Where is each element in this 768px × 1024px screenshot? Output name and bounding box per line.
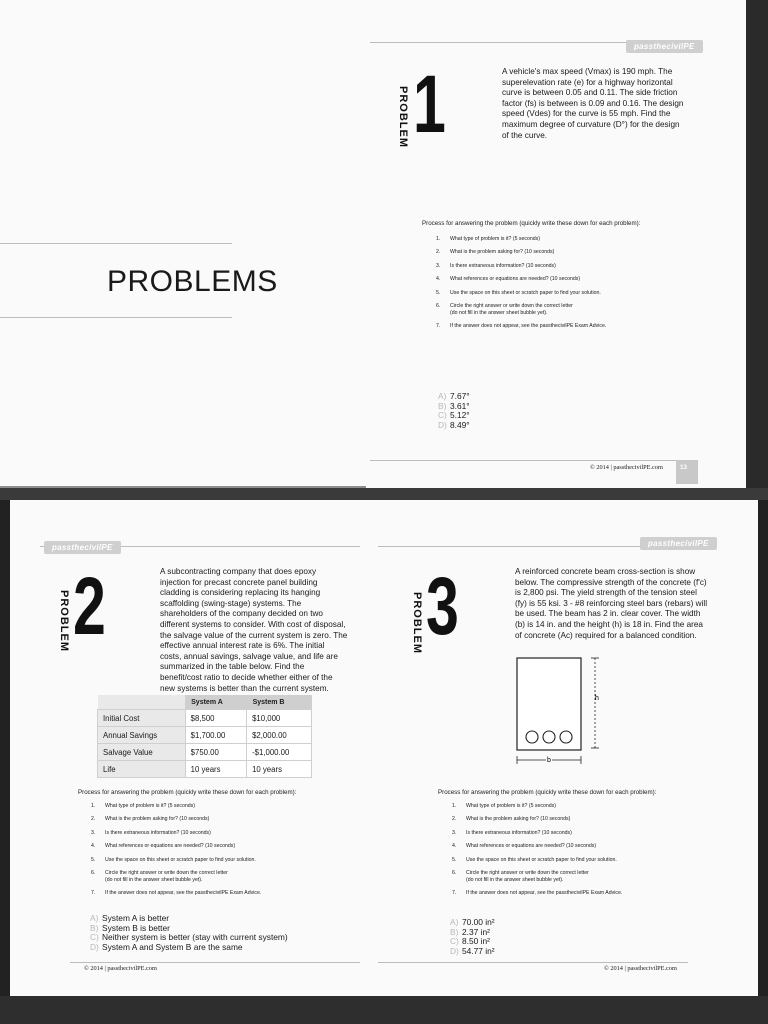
problem-label: PROBLEM: [411, 592, 423, 654]
process-step: 6. Circle the right answer or write down the correct letter (do not fill in the answer sheet bubble yet).: [452, 869, 589, 883]
right-edge-shadow: [758, 500, 768, 1024]
process-steps: [452, 803, 707, 904]
process-title: Process for answering the problem (quickly write these down for each problem):: [78, 789, 297, 796]
answer-choices: [90, 914, 288, 952]
table-row: Initial Cost $8,500 $10,000: [98, 710, 312, 727]
problem-text: A reinforced concrete beam cross-section is show below. The compressive strength of the concrete (f'c) is 2,800 psi. The yield strength of the tension steel (fy) is 55 ksi. 3 - #8 reinforcing steel bars (rebars) will be used. The beam has 2 in. clear cover. The width (b) is 14 in. and the height (h) is 18 in. Find the area of concrete (Ac) required for a balanced condition.: [515, 567, 708, 640]
answer-choice[interactable]: B) 3.61°: [438, 400, 470, 411]
process-step: 3. Is there extraneous information? (10 seconds): [91, 829, 211, 836]
page-number: 13: [680, 464, 688, 471]
process-step: 5. Use the space on this sheet or scratch paper to find your solution.: [436, 289, 601, 296]
answer-choices: [438, 392, 470, 430]
problem-label: PROBLEM: [58, 590, 70, 652]
section-divider-bottom: [0, 317, 232, 318]
page-footer: © 2014 | passthecivilPE.com: [84, 965, 157, 972]
answer-choices: [450, 918, 495, 956]
answer-choice[interactable]: D) System A and System B are the same: [90, 941, 243, 952]
answer-choice[interactable]: D) 54.77 in²: [450, 945, 495, 956]
process-step: 3. Is there extraneous information? (10 seconds): [436, 262, 556, 269]
process-step: 2. What is the problem asking for? (10 seconds): [436, 249, 555, 256]
process-step: 4. What references or equations are needed? (10 seconds): [91, 843, 236, 850]
process-step: 1. What type of problem is it? (5 seconds): [436, 236, 540, 242]
problem-number: 2: [73, 561, 106, 652]
process-step: 2. What is the problem asking for? (10 seconds): [91, 816, 210, 823]
section-title: PROBLEMS: [107, 265, 278, 298]
b-label: b: [547, 757, 551, 764]
answer-choice[interactable]: B) System B is better: [90, 922, 170, 933]
brand-logo: passthecivilPE: [640, 537, 717, 550]
footer-rule: [378, 962, 688, 963]
process-step: 7. If the answer does not appear, see the passthecivilPE Exam Advice.: [91, 890, 262, 897]
problem-label: PROBLEM: [397, 86, 409, 148]
process-step: 7. If the answer does not appear, see the passthecivilPE Exam Advice.: [436, 323, 607, 330]
process-step: 6. Circle the right answer or write down the correct letter (do not fill in the answer sheet bubble yet).: [436, 302, 573, 316]
table-header-row: System A System B: [98, 695, 312, 710]
answer-choice[interactable]: A) System A is better: [90, 913, 170, 923]
process-step: 7. If the answer does not appear, see the passthecivilPE Exam Advice.: [452, 890, 623, 897]
rebar-circle: [560, 731, 572, 743]
table-row: Life 10 years 10 years: [98, 761, 312, 778]
table-row: Salvage Value $750.00 -$1,000.00: [98, 744, 312, 761]
answer-choice[interactable]: C) Neither system is better (stay with current system): [90, 932, 288, 943]
h-label: h: [595, 695, 599, 702]
footer-rule: [370, 460, 676, 461]
footer-rule: [70, 962, 360, 963]
page-footer: © 2014 | passthecivilPE.com: [604, 965, 677, 972]
process-step: 5. Use the space on this sheet or scratch paper to find your solution.: [452, 856, 617, 863]
process-step: 4. What references or equations are needed? (10 seconds): [452, 843, 597, 850]
answer-choice[interactable]: D) 8.49°: [438, 419, 470, 430]
beam-cross-section-diagram: [505, 650, 615, 770]
process-step: 6. Circle the right answer or write down the correct letter (do not fill in the answer sheet bubble yet).: [91, 869, 228, 883]
process-step: 5. Use the space on this sheet or scratch paper to find your solution.: [91, 856, 256, 863]
answer-choice[interactable]: C) 8.50 in²: [450, 936, 490, 947]
process-steps: [91, 803, 346, 904]
process-title: Process for answering the problem (quickly write these down for each problem):: [422, 220, 641, 227]
answer-choice[interactable]: B) 2.37 in²: [450, 926, 490, 937]
comparison-table: [97, 695, 312, 778]
left-edge-shadow: [0, 500, 10, 1024]
process-step: 3. Is there extraneous information? (10 seconds): [452, 829, 572, 836]
process-step: 1. What type of problem is it? (5 seconds): [452, 803, 556, 809]
process-step: 1. What type of problem is it? (5 seconds): [91, 803, 195, 809]
answer-choice[interactable]: A) 70.00 in²: [450, 917, 495, 927]
brand-logo: passthecivilPE: [626, 40, 703, 53]
process-step: 4. What references or equations are needed? (10 seconds): [436, 276, 581, 283]
table-row: Annual Savings $1,700.00 $2,000.00: [98, 727, 312, 744]
problem-text: A vehicle's max speed (Vmax) is 190 mph. The superelevation rate (e) for a highway horizontal curve is between 0.05 and 0.11. The side friction factor (fs) is between is 0.09 and 0.16. The design speed (Vdes) for the curve is 55 mph. Find the maximum degree of curvature (D°) for the design of the curve.: [502, 67, 684, 140]
answer-choice[interactable]: A) 7.67°: [438, 391, 470, 401]
page-footer: © 2014 | passthecivilPE.com: [590, 464, 663, 471]
process-steps: [436, 236, 686, 337]
bottom-shadow: [0, 996, 768, 1024]
process-title: Process for answering the problem (quickly write these down for each problem):: [438, 789, 657, 796]
rebar-circle: [543, 731, 555, 743]
section-divider: [0, 243, 232, 244]
problem-number: 3: [426, 561, 459, 652]
problem-number: 1: [413, 59, 446, 150]
brand-logo: passthecivilPE: [44, 541, 121, 554]
answer-choice[interactable]: C) 5.12°: [438, 410, 470, 421]
process-step: 2. What is the problem asking for? (10 seconds): [452, 816, 571, 823]
problem-text: A subcontracting company that does epoxy injection for precast concrete panel building cladding is considering replacing its hanging scaffolding (swing-stage) systems. The shareholders of the company decided on two different systems to consider. With cost of disposal, the salvage value of the current system is zero. The effective annual interest rate is 6%. The initial costs, annual savings, salvage value, and life are summarized in the table below. Find the benefit/cost ratio to decide whether either of the new systems is better than the current system.: [160, 567, 348, 693]
page-edge-shadow: [746, 0, 768, 500]
rebar-circle: [526, 731, 538, 743]
